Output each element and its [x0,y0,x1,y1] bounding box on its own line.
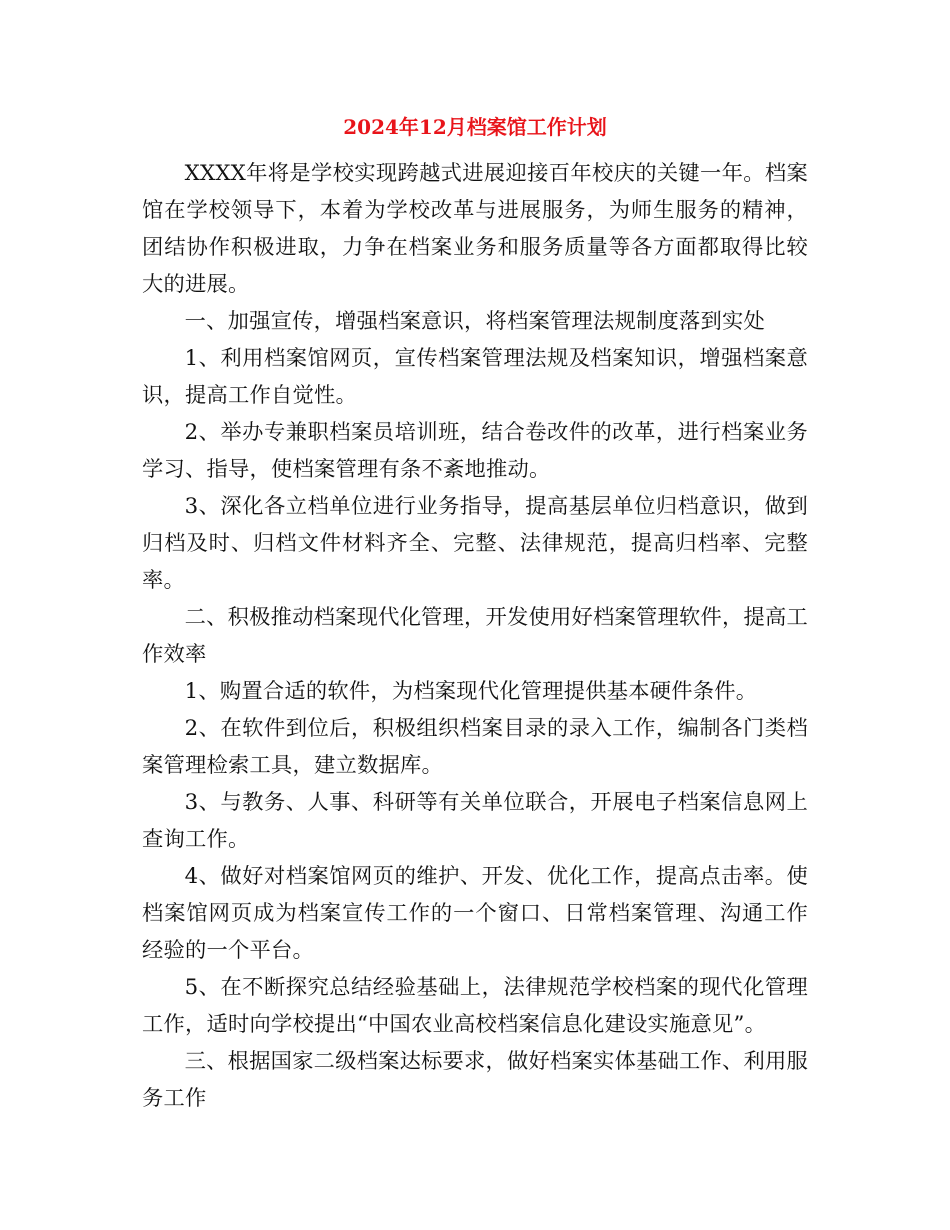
paragraph-1-3: 3、深化各立档单位进行业务指导，提高基层单位归档意识，做到归档及时、归档文件材料齐全、完整、法律规范，提高归档率、完整率。 [142,494,808,593]
paragraph-1-1: 1、利用档案馆网页，宣传档案管理法规及档案知识，增强档案意识，提高工作自觉性。 [142,346,808,408]
section-heading-3: 三、根据国家二级档案达标要求，做好档案实体基础工作、利用服务工作 [142,1049,809,1111]
paragraph-2-1: 1、购置合适的软件，为档案现代化管理提供基本硬件条件。 [184,679,758,704]
document-title: 2024年12月档案馆工作计划 [343,115,607,139]
paragraph-intro: XXXX年将是学校实现跨越式进展迎接百年校庆的关键一年。档案馆在学校领导下，本着为学校改革与进展服务，为师生服务的精神，团结协作积极进取，力争在档案业务和服务质量等各方面都取得比较大的进展。 [142,161,808,297]
paragraph-2-4: 4、做好对档案馆网页的维护、开发、优化工作，提高点击率。使档案馆网页成为档案宣传工作的一个窗口、日常档案管理、沟通工作经验的一个平台。 [142,864,808,963]
paragraph-2-5: 5、在不断探究总结经验基础上，法律规范学校档案的现代化管理工作，适时向学校提出“中国农业高校档案信息化建设实施意见”。 [142,975,808,1037]
paragraph-2-3: 3、与教务、人事、科研等有关单位联合，开展电子档案信息网上查询工作。 [142,790,808,852]
paragraph-2-2: 2、在软件到位后，积极组织档案目录的录入工作，编制各门类档案管理检索工具，建立数据库。 [142,716,808,778]
section-heading-2: 二、积极推动档案现代化管理，开发使用好档案管理软件，提高工作效率 [142,605,809,667]
document-body [142,155,808,1117]
paragraph-1-2: 2、举办专兼职档案员培训班，结合卷改件的改革，进行档案业务学习、指导，使档案管理有条不紊地推动。 [142,420,808,482]
section-heading-1: 一、加强宣传，增强档案意识，将档案管理法规制度落到实处 [184,309,766,334]
